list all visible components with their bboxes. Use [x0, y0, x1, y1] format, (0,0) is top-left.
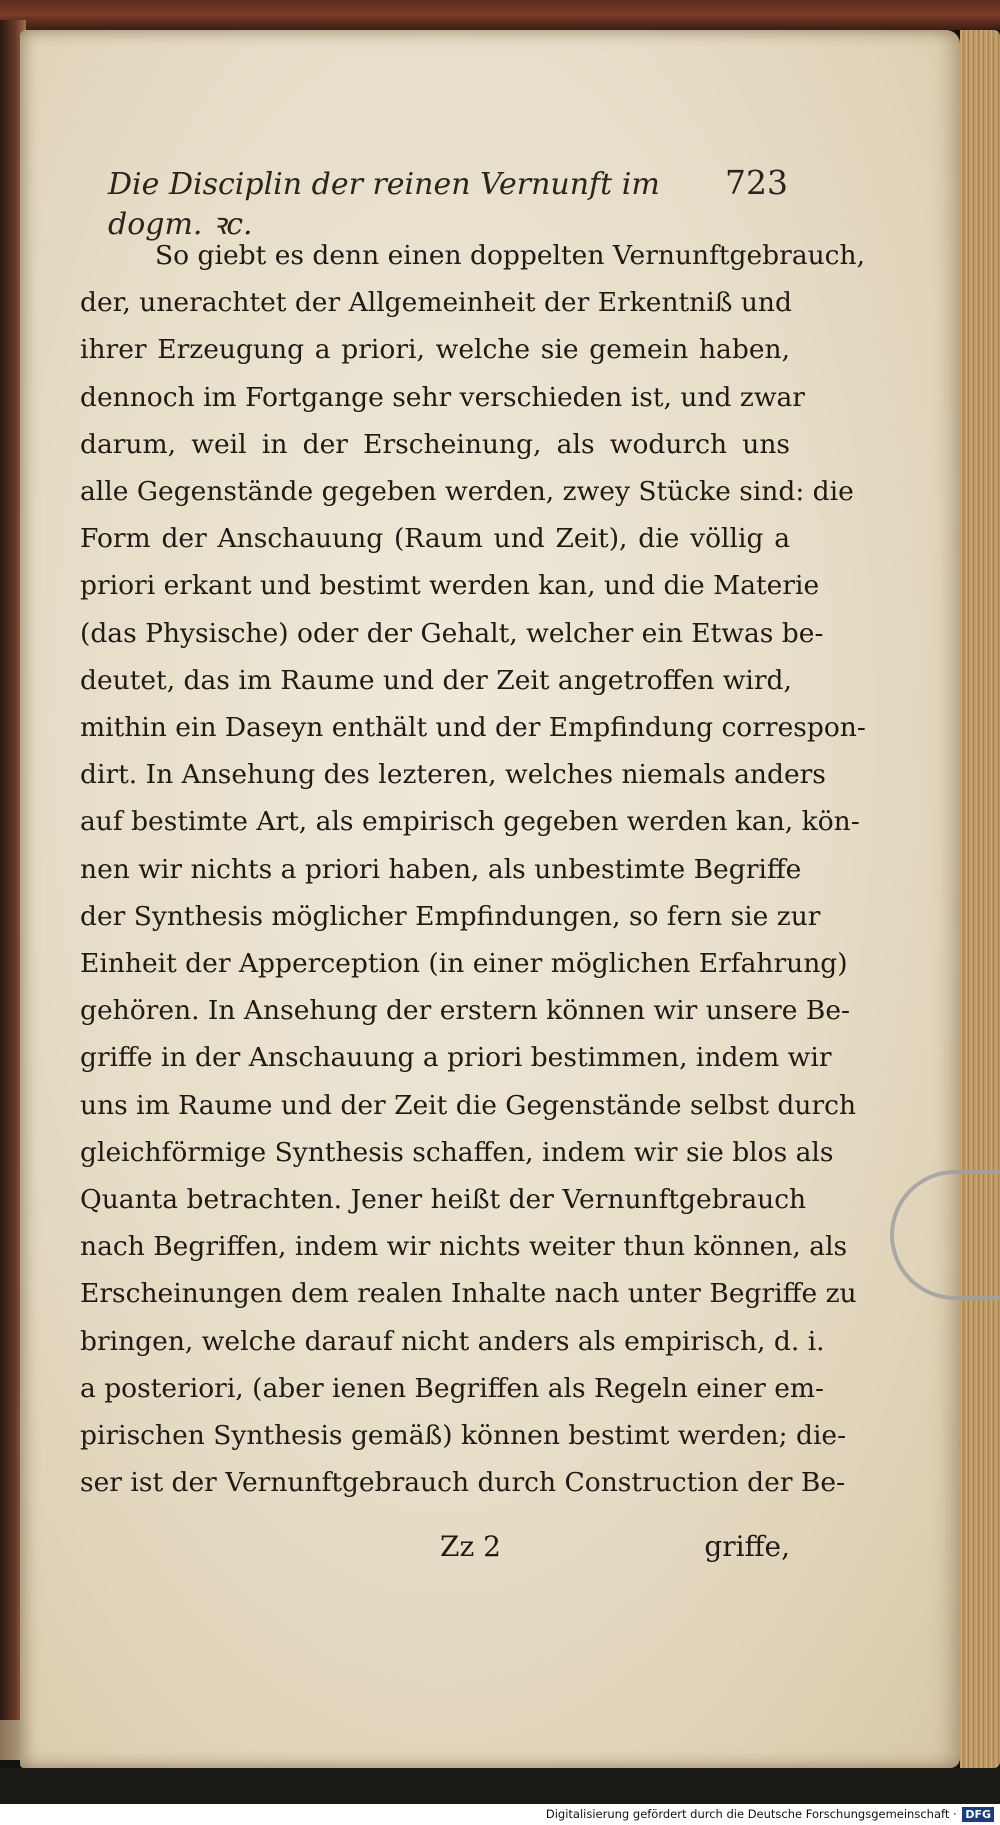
text-line: auf bestimte Art, als empirisch gegeben werden kan, kön- [80, 806, 860, 838]
running-header [108, 163, 788, 242]
page-body-text [80, 232, 866, 1506]
text-line: deutet, das im Raume und der Zeit angetroffen wird, [80, 664, 792, 696]
text-line: der Synthesis möglicher Empfindungen, so fern sie zur [80, 900, 821, 932]
text-line: a posteriori, (aber ienen Begriffen als Regeln einer em- [80, 1372, 825, 1404]
text-line: Einheit der Apperception (in einer möglichen Erfahrung) [80, 948, 848, 980]
text-line: Form der Anschauung (Raum und Zeit), die völlig a [80, 523, 790, 555]
text-line: gehören. In Ansehung der erstern können wir unsere Be- [80, 995, 851, 1027]
text-line: bringen, welche darauf nicht anders als empirisch, d. i. [80, 1325, 825, 1357]
signature-mark: Zz 2 [440, 1530, 501, 1563]
digitization-credit [0, 1804, 1000, 1825]
text-line: Quanta betrachten. Jener heißt der Vernunftgebrauch [80, 1184, 807, 1216]
text-line: darum, weil in der Erscheinung, als wodurch uns [80, 428, 790, 460]
text-line: Erscheinungen dem realen Inhalte nach unter Begriffe zu [80, 1278, 857, 1310]
text-line: griffe in der Anschauung a priori bestimmen, indem wir [80, 1042, 832, 1074]
page-footer [400, 1530, 790, 1574]
text-line: uns im Raume und der Zeit die Gegenstände selbst durch [80, 1089, 857, 1121]
page-number: 723 [725, 163, 788, 202]
book-cover-top [0, 0, 1000, 30]
text-line: nen wir nichts a priori haben, als unbestimte Begriffe [80, 853, 802, 885]
text-line: priori erkant und bestimt werden kan, und die Materie [80, 570, 820, 602]
dfg-logo: DFG [962, 1807, 994, 1822]
text-line: der, unerachtet der Allgemeinheit der Erkentniß und [80, 287, 792, 319]
text-line: gleichförmige Synthesis schaffen, indem wir sie blos als [80, 1136, 834, 1168]
text-line: So giebt es denn einen doppelten Vernunftgebrauch, [155, 240, 866, 271]
text-line: mithin ein Daseyn enthält und der Empfindung correspon- [80, 712, 866, 744]
running-title: Die Disciplin der reinen Vernunft im dogm. ꝛc. [108, 167, 660, 242]
text-line: (das Physische) oder der Gehalt, welcher ein Etwas be- [80, 617, 824, 649]
scan-bottom-shadow [0, 1768, 1000, 1804]
text-line: nach Begriffen, indem wir nichts weiter thun können, als [80, 1231, 848, 1263]
text-line: pirischen Synthesis gemäß) können bestimt werden; die- [80, 1420, 847, 1452]
page-block-edges [960, 30, 1000, 1768]
text-line: alle Gegenstände gegeben werden, zwey Stücke sind: die [80, 476, 854, 508]
credit-text: Digitalisierung gefördert durch die Deutsche Forschungsgemeinschaft · [545, 1807, 957, 1821]
text-line: ihrer Erzeugung a priori, welche sie gemein haben, [80, 334, 790, 366]
text-line: ser ist der Vernunftgebrauch durch Construction der Be- [80, 1467, 846, 1499]
text-line: dirt. In Ansehung des lezteren, welches niemals anders [80, 759, 826, 791]
text-line: dennoch im Fortgange sehr verschieden ist, und zwar [80, 381, 805, 413]
catchword: griffe, [704, 1530, 790, 1563]
